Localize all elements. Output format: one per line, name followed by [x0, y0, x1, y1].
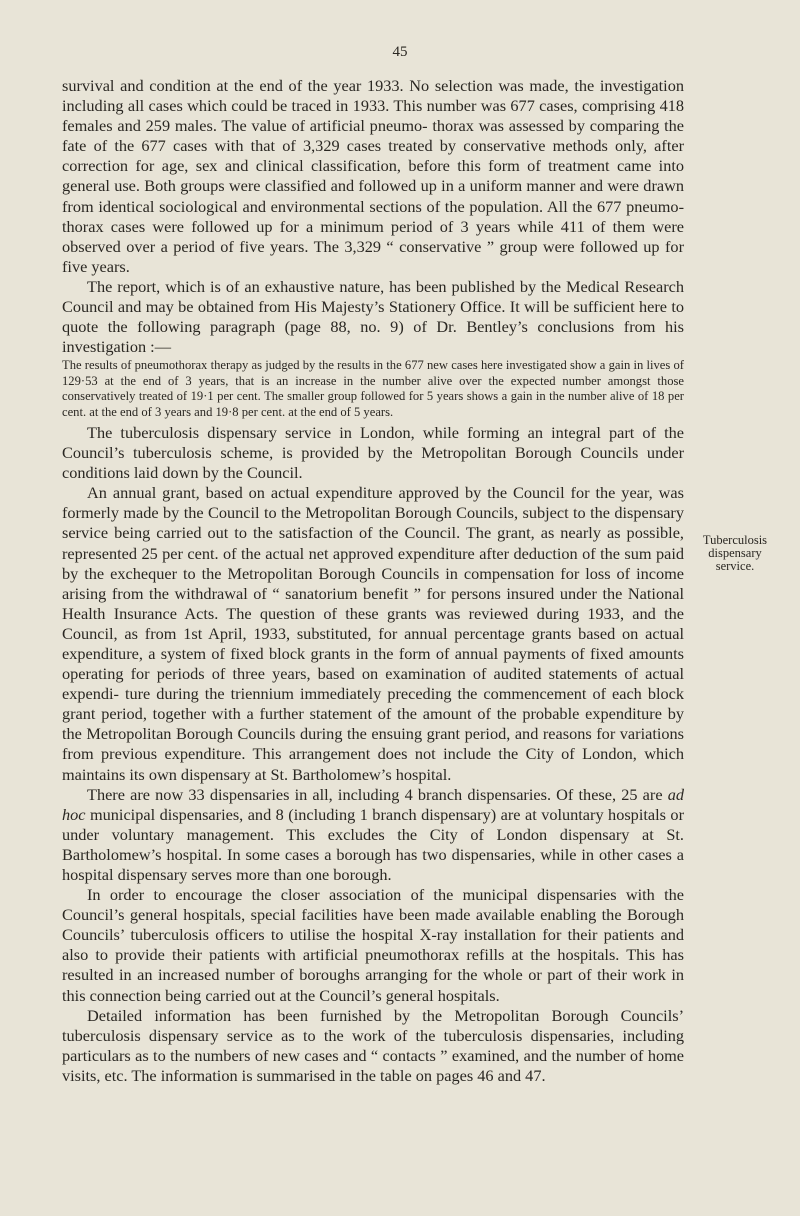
paragraph-mrc-report: The report, which is of an exhaustive nature, has been published by the Medical Research Council and may be obtained from His Majesty’s Stationery Office. It will be sufficient here to quote the following paragraph (page 88, no. 9) of Dr. Bentley’s conclusions from his investigation :—: [62, 276, 684, 357]
dispensary-count-text-end: municipal dispensaries, and 8 (including 1 branch dispensary) are at voluntary hospitals or under voluntary management. This excludes the City of London dispensary at St. Bartholomew’s hospital. In some cases a borough has two dispensaries, while in other cases a hospital dispensary serves more than one borough.: [62, 804, 684, 884]
body-text: [62, 76, 684, 1086]
dispensary-count-text-start: There are now 33 dispensaries in all, including 4 branch dispensaries. Of these, 25 are: [87, 784, 668, 804]
margin-note-line-1: Tuberculosis: [702, 533, 768, 547]
paragraph-dispensary-count: [62, 785, 684, 885]
page-number: 45: [392, 44, 408, 60]
margin-note-tuberculosis-dispensary: [692, 534, 778, 573]
margin-note-line-3: service.: [715, 559, 755, 573]
margin-note-line-2: dispensary: [708, 546, 762, 560]
paragraph-hospital-association: In order to encourage the closer association of the municipal dispensaries with the Council’s general hospitals, special facilities have been made available enabling the Borough Councils’ tuberculosis officers to utilise the hospital X-ray installation for their patients and also to provide their patients with artificial pneumothorax refills at the hospitals. This has resulted in an increased number of boroughs arranging for the whole or part of their work in this connection being carried out at the Council’s general hospitals.: [62, 885, 684, 1005]
ad-hoc-italic: ad hoc: [62, 784, 684, 824]
paragraph-detailed-information: Detailed information has been furnished by the Metropolitan Borough Councils’ tuberculosis dispensary service as to the work of the tuberculosis dispensaries, including particulars as to the numbers of new cases and “ contacts ” examined, and the number of home visits, etc. The information is summarised in the table on pages 46 and 47.: [62, 1005, 684, 1085]
paragraph-pneumothorax-survival: survival and condition at the end of the year 1933. No selection was made, the investigation including all cases which could be traced in 1933. This number was 677 cases, comprising 418 females and 259 males. The value of artificial pneumo- thorax was assessed by comparing the fate of the 677 cases with that of 3,329 cases treated by conservative methods only, after correction for age, sex and clinical classification, before this form of treatment came into general use. Both groups were classified and followed up in a uniform manner and were drawn from identical sociological and environmental sections of the population. All the 677 pneumo- thorax cases were followed up for a minimum period of 3 years while 411 of them were observed over a period of five years. The 3,329 “ conservative ” group were followed up for five years.: [62, 76, 684, 276]
paragraph-dispensary-service: The tuberculosis dispensary service in London, while forming an integral part of the Council’s tuberculosis scheme, is provided by the Metropolitan Borough Councils under conditions laid down by the Council.: [62, 422, 684, 483]
paragraph-annual-grant: An annual grant, based on actual expenditure approved by the Council for the year, was formerly made by the Council to the Metropolitan Borough Councils, subject to the dispensary service being carried out to the satisfaction of the Council. The grant, as nearly as possible, represented 25 per cent. of the actual net approved expenditure after deduction of the sum paid by the exchequer to the Metropolitan Borough Councils in compensation for loss of income arising from the withdrawal of “ sanatorium benefit ” for persons insured under the National Health Insurance Acts. The question of these grants was reviewed during 1933, and the Council, as from 1st April, 1933, substituted, for annual percentage grants based on actual expenditure, a system of fixed block grants in the form of annual payments of fixed amounts operating for periods of three years, based on examination of audited statements of actual expendi- ture during the triennium immediately preceding the commencement of each block grant period, together with a further statement of the amount of the probable expenditure by the Metropolitan Borough Councils during the ensuing grant period, and reasons for variations from previous expenditure. This arrangement does not include the City of London, which maintains its own dispensary at St. Bartholomew’s hospital.: [62, 483, 684, 784]
quoted-conclusion: The results of pneumothorax therapy as judged by the results in the 677 new cases here investigated show a gain in lives of 129·53 at the end of 3 years, that is an increase in the number alive over the expected number amongst those conservatively treated of 19·1 per cent. The smaller group followed for 5 years shows a gain in the number alive of 18 per cent. at the end of 3 years and 19·8 per cent. at the end of 5 years.: [62, 358, 684, 419]
